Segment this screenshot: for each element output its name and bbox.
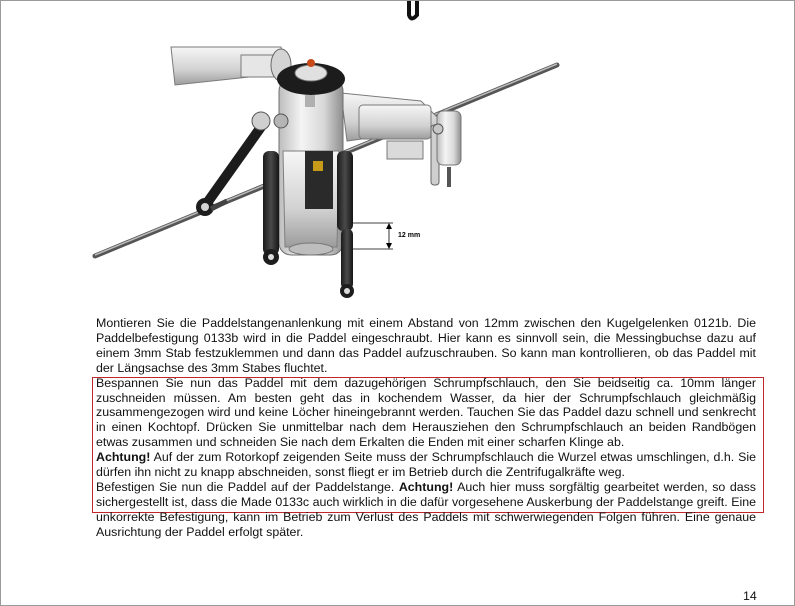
paragraph-text: Befestigen Sie nun die Paddel auf der Paddelstange. xyxy=(96,479,399,494)
rotor-head-illustration xyxy=(91,1,631,301)
paragraph-mounting xyxy=(96,316,756,376)
paragraph-warning-root xyxy=(96,450,756,480)
rotor-hub xyxy=(277,59,345,255)
dimension-marker xyxy=(353,223,420,249)
hook-shape xyxy=(409,1,417,19)
dimension-label: 12 mm xyxy=(398,232,421,239)
instruction-text xyxy=(96,316,756,540)
paragraph-shrink-tube xyxy=(96,376,756,451)
paragraph-text: Auf der zum Rotorkopf zeigenden Seite muss der Schrumpfschlauch die Wurzel etwas umschlingen, d.h. Sie dürfen ihn nicht zu knapp abschneiden, sonst fliegt er im Betrieb durch die Zentrifugalkräfte weg. xyxy=(96,450,756,480)
page-number: 14 xyxy=(743,589,757,603)
warning-label: Achtung! xyxy=(398,479,454,494)
warning-label: Achtung! xyxy=(96,450,151,465)
paragraph-attach-paddle xyxy=(96,480,756,540)
rotor-head-drawing xyxy=(91,1,631,301)
paragraph-text: Montieren Sie die Paddelstangenanlenkung mit einem Abstand von 12mm zwischen den Kugelgelenken 0121b. Die Paddelbefestigung 0133b wird in die Paddel eingeschraubt. Hier kann es sinnvoll sein, die Messingbuchse dazu auf einem 3mm Stab festzuklemmen und dann das Paddel aufzuschrauben. So kann man kontrollieren, ob das Paddel mit der Längsachse des 3mm Stabes fluchtet. xyxy=(96,316,756,375)
right-blade-grip xyxy=(341,93,461,187)
paragraph-text: Bespannen Sie nun das Paddel mit dem dazugehörigen Schrumpfschlauch, den Sie beidseitig ca. 10mm länger zuschneiden müssen. Am besten geht das in kochendem Wasser, da hier der Schrumpfschlauch gleichmäßig zusammengezogen wird und keine Löcher hineingebrannt werden. Tauchen Sie das Paddel dazu schnell und senkrecht in einen Kochtopf. Drücken Sie unmittelbar nach dem Herausziehen den Schrumpfschlauch an beiden Randbögen etwas zusammen und schneiden Sie nach dem Erkalten die Enden mit einer scharfen Klinge ab. xyxy=(96,375,756,450)
paragraph-text: Auch hier muss sorgfältig gearbeitet werden, so dass sichergestellt ist, dass die Made 0133c auch wirklich in die dafür vorgesehene Auskerbung der Paddelstange greift. Eine unkorrekte Befestigung, kann im Betrieb zum Verlust des Paddels mit schwerwiegenden Folgen führen. Eine genaue Ausrichtung der Paddel erfolgt später. xyxy=(96,479,756,539)
left-blade-grip xyxy=(171,47,291,85)
